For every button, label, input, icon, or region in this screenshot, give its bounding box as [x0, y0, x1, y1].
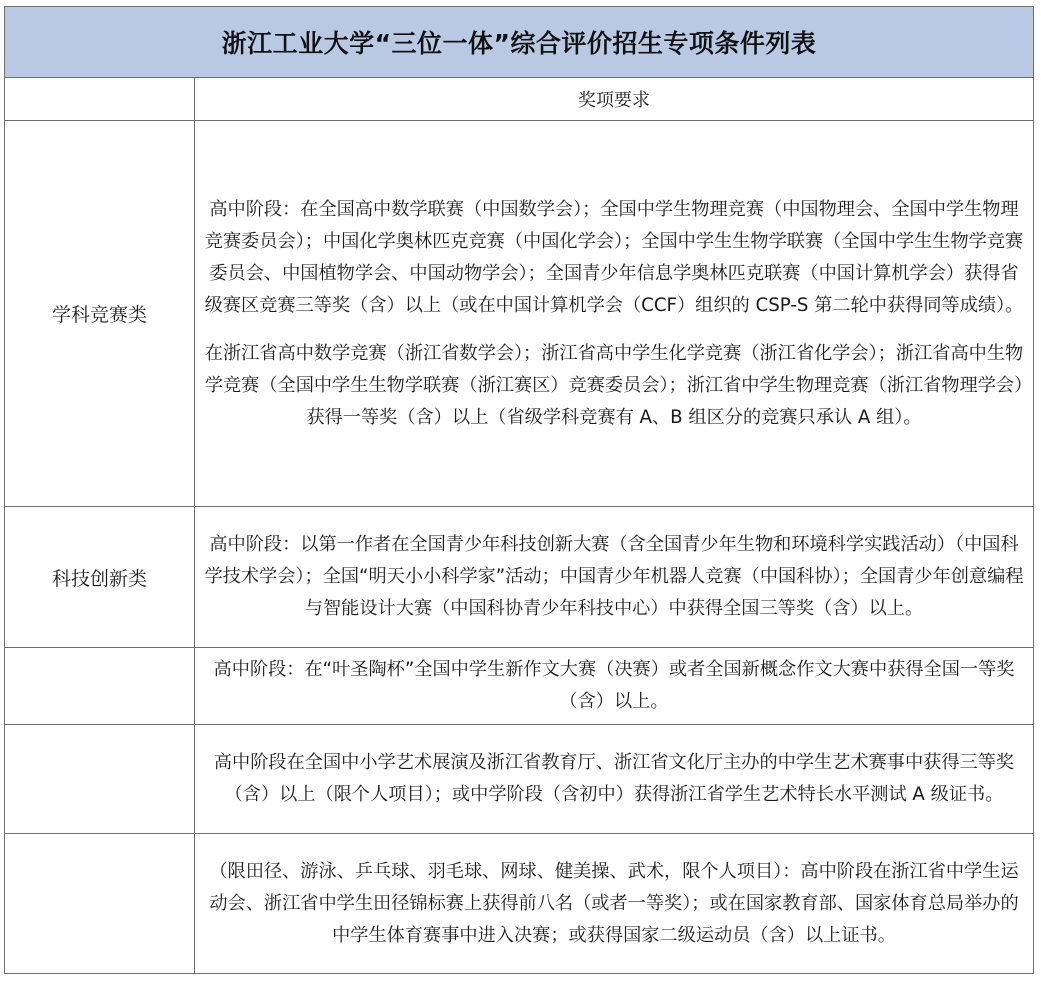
row-requirement — [195, 834, 1034, 974]
table-row — [5, 121, 1034, 507]
title-cell — [5, 7, 1034, 78]
row-category — [5, 725, 195, 834]
header-category — [5, 78, 195, 121]
row-category: 科技创新类 — [5, 507, 195, 648]
requirement-paragraph: 高中阶段：在全国高中数学联赛（中国数学会）；全国中学生物理竞赛（中国物理会、全国中学生物理竞赛委员会）；中国化学奥林匹克竞赛（中国化学会）；全国中学生生物学联赛（全国中学生生物学竞赛委员会、中国植物学会、中国动物学会）；全国青少年信息学奥林匹克联赛（中国计算机学会）获得省级赛区竞赛三等奖（含）以上（或在中国计算机学会（CCF）组织的 CSP-S 第二轮中获得同等成绩）。 — [204, 198, 1024, 316]
row-requirement — [195, 648, 1034, 725]
table-title: 浙江工业大学“三位一体”综合评价招生专项条件列表 — [221, 29, 817, 58]
requirement-paragraph: 高中阶段：在“叶圣陶杯”全国中学生新作文大赛（决赛）或者全国新概念作文大赛中获得全国一等奖（含）以上。 — [213, 659, 1015, 712]
row-category: 学科竞赛类 — [5, 121, 195, 507]
table-row — [5, 725, 1034, 834]
row-requirement — [195, 507, 1034, 648]
table-row — [5, 834, 1034, 974]
table-row — [5, 507, 1034, 648]
row-category — [5, 648, 195, 725]
header-requirement: 奖项要求 — [195, 78, 1034, 121]
row-requirement — [195, 725, 1034, 834]
row-category — [5, 834, 195, 974]
conditions-table — [4, 6, 1034, 974]
requirement-paragraph: 在浙江省高中数学竞赛（浙江省数学会）；浙江省高中学生化学竞赛（浙江省化学会）；浙江省高中生物学竞赛（全国中学生生物学联赛（浙江赛区）竞赛委员会）；浙江省中学生物理竞赛（浙江省物理学会）获得一等奖（含）以上（省级学科竞赛有 A、B 组区分的竞赛只承认 A 组）。 — [204, 342, 1024, 428]
row-requirement — [195, 121, 1034, 507]
requirement-paragraph: 高中阶段：以第一作者在全国青少年科技创新大赛（含全国青少年生物和环境科学实践活动）（中国科学技术学会）；全国“明天小小科学家”活动；中国青少年机器人竞赛（中国科协）；全国青少年创意编程与智能设计大赛（中国科协青少年科技中心）中获得全国三等奖（含）以上。 — [204, 534, 1024, 619]
title-row — [5, 7, 1034, 78]
requirement-paragraph: 高中阶段在全国中小学艺术展演及浙江省教育厅、浙江省文化厅主办的中学生艺术赛事中获得三等奖（含）以上（限个人项目）；或中学阶段（含初中）获得浙江省学生艺术特长水平测试 A 级证书。 — [213, 752, 1015, 805]
table-row — [5, 648, 1034, 725]
requirement-paragraph: （限田径、游泳、乒乓球、羽毛球、网球、健美操、武术，限个人项目）：高中阶段在浙江省中学生运动会、浙江省中学生田径锦标赛上获得前八名（或者一等奖）；或在国家教育部、国家体育总局举办的中学生体育赛事中进入决赛；或获得国家二级运动员（含）以上证书。 — [209, 860, 1019, 946]
header-row — [5, 78, 1034, 121]
